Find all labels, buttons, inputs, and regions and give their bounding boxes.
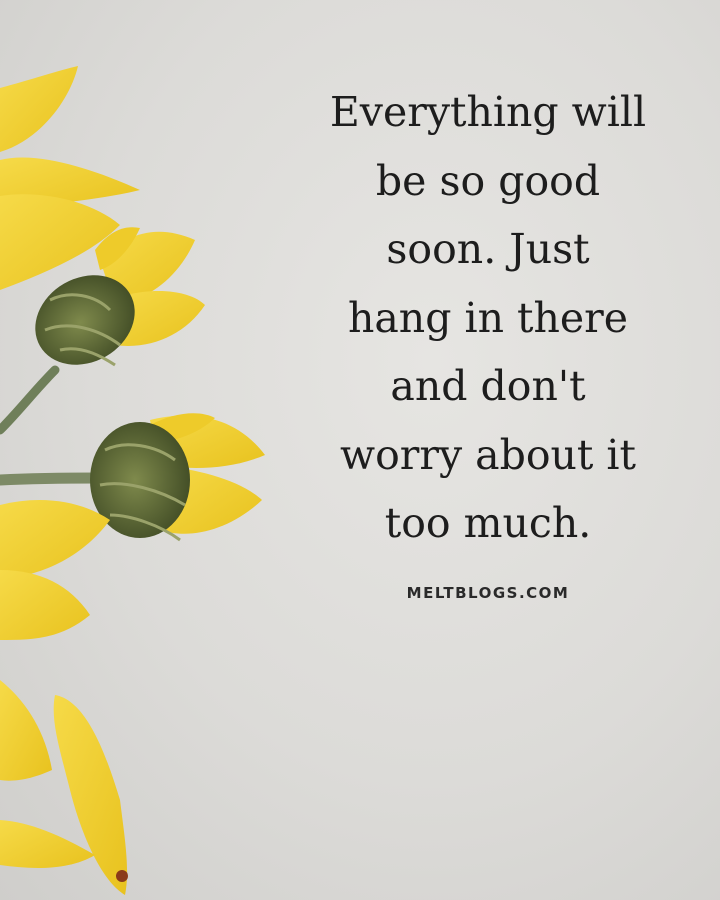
quote-text — [318, 78, 658, 558]
quote-line-1: Everything will — [329, 88, 647, 136]
quote-line-2: be so good — [375, 156, 601, 205]
quote-line-4: hang in there — [347, 293, 629, 342]
quote-line-3: soon. Just — [386, 225, 590, 273]
quote-line-5: and don't — [390, 362, 586, 410]
yellow-flower-illustration — [0, 0, 300, 900]
source-credit: MELTBLOGS.COM — [406, 584, 570, 602]
quote-line-6: worry about it — [339, 430, 637, 479]
quote-line-7: too much. — [384, 499, 592, 547]
